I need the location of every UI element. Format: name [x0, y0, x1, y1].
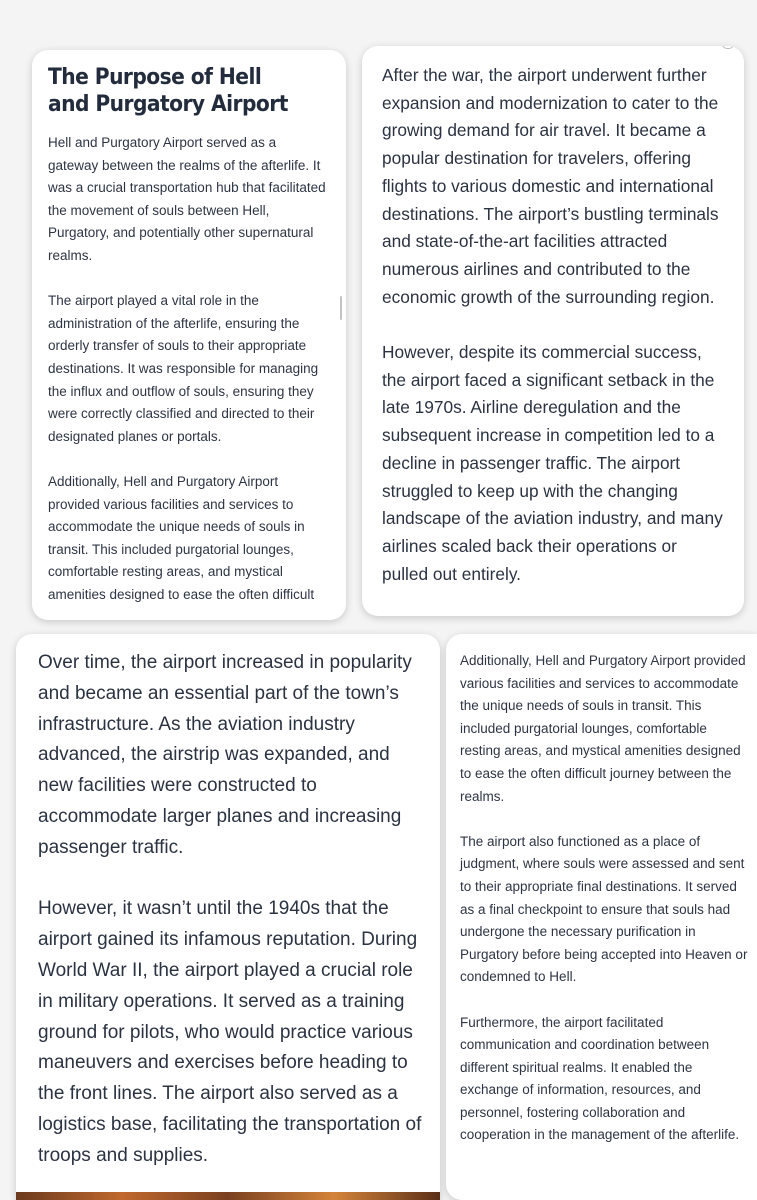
- history-paragraph-1: Over time, the airport increased in popularity and became an essential part of the town’s infrastructure. As the aviation industry advanced, the airstrip was expanded, and new facilities were constructed to accommodate larger planes and increasing passenger traffic.: [38, 652, 412, 858]
- history-paragraph-2: However, it wasn’t until the 1940s that the airport gained its infamous reputation. During World War II, the airport played a crucial role in military operations. It served as a training ground for pilots, who would practice various maneuvers and exercises before heading to the front lines. The airport also served as a logistics base, facilitating the transportation of troops and supplies.: [38, 898, 422, 1166]
- functions-paragraph-3: Furthermore, the airport facilitated communication and coordination between different spiritual realms. It enabled the exchange of information, resources, and personnel, fostering collaboration and cooperation in the management of the afterlife.: [460, 1014, 740, 1143]
- image-edge-strip: [16, 1192, 440, 1200]
- purpose-paragraph-3: Additionally, Hell and Purgatory Airport provided various facilities and services to accommodate the unique needs of souls in transit. This included purgatorial lounges, comfortable resting areas, and mystical amenities designed to ease the often difficult: [48, 473, 315, 602]
- postwar-paragraph-1: After the war, the airport underwent further expansion and modernization to cater to the growing demand for air travel. It became a popular destination for travelers, offering flights to various domestic and international destinations. The airport’s bustling terminals and state-of-the-art facilities attracted numerous airlines and contributed to the economic growth of the surrounding region.: [382, 65, 719, 307]
- history-card: [16, 634, 440, 1200]
- purpose-paragraph-2: The airport played a vital role in the administration of the afterlife, ensuring the orderly transfer of souls to their appropriate destinations. It was responsible for managing the influx and outflow of souls, ensuring they were correctly classified and directed to their designated planes or portals.: [48, 293, 319, 444]
- postwar-paragraph-2: However, despite its commercial success, the airport faced a significant setback in the late 1970s. Airline deregulation and the subsequent increase in competition led to a decline in passenger traffic. The airport struggled to keep up with the changing landscape of the aviation industry, and many airlines scaled back their operations or pulled out entirely.: [382, 342, 723, 584]
- purpose-card[interactable]: [32, 50, 346, 620]
- scrollbar-thumb[interactable]: [340, 296, 342, 320]
- postwar-card: [362, 46, 744, 616]
- functions-paragraph-2: The airport also functioned as a place of judgment, where souls were assessed and sent to their appropriate final destinations. It served as a final checkpoint to ensure that souls had undergone the necessary purification in Purgatory before being accepted into Heaven or condemned to Hell.: [460, 833, 748, 985]
- functions-paragraph-1: Additionally, Hell and Purgatory Airport provided various facilities and services to accommodate the unique needs of souls in transit. This included purgatorial lounges, comfortable resting areas, and mystical amenities designed to ease the often difficult journey between the realms.: [460, 653, 746, 804]
- purpose-title: The Purpose of Hell and Purgatory Airport: [48, 65, 288, 117]
- corner-handle-icon: [722, 46, 734, 49]
- functions-card: [446, 634, 757, 1200]
- purpose-paragraph-1: Hell and Purgatory Airport served as a gateway between the realms of the afterlife. It was a crucial transportation hub that facilitated the movement of souls between Hell, Purgatory, and potentially other supernatural realms.: [48, 135, 326, 263]
